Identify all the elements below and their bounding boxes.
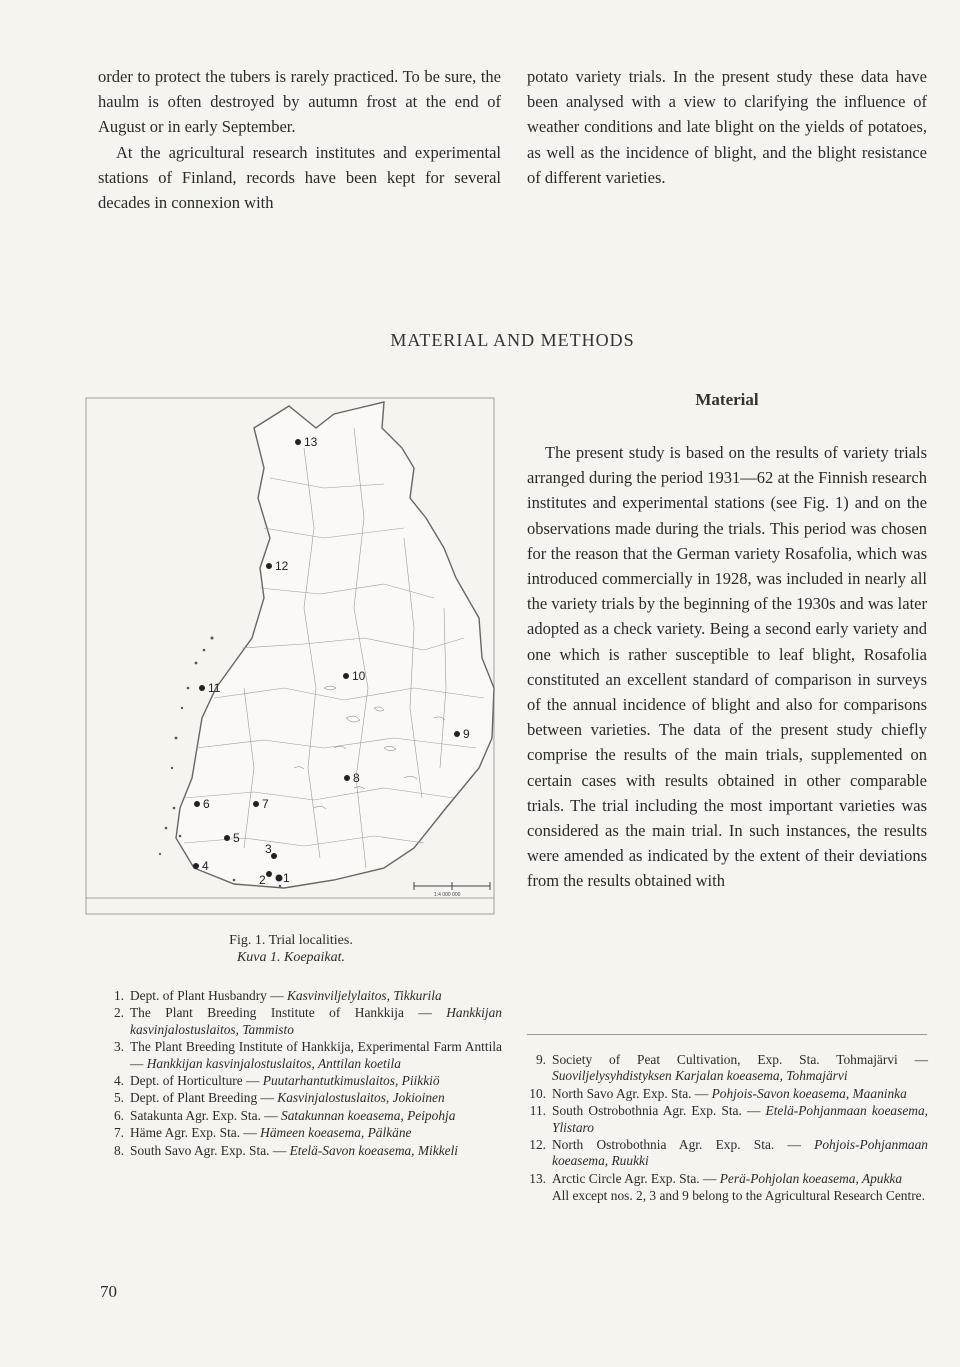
station-marker-5 bbox=[224, 835, 230, 841]
locality-item: 11. South Ostrobothnia Agr. Exp. Sta. — Etelä-Pohjanmaan koeasema, Ylistaro bbox=[529, 1103, 928, 1135]
station-marker-13 bbox=[295, 439, 301, 445]
locality-item: 7. Häme Agr. Exp. Sta. — Hämeen koeasema, Pälkäne bbox=[113, 1125, 412, 1141]
station-marker-11 bbox=[199, 685, 205, 691]
station-label-2: 2 bbox=[259, 873, 266, 887]
station-marker-8 bbox=[344, 775, 350, 781]
locality-item: 1. Dept. of Plant Husbandry — Kasvinviljelylaitos, Tikkurila bbox=[113, 988, 442, 1003]
locality-item: 6. Satakunta Agr. Exp. Sta. — Satakunnan koeasema, Peipohja bbox=[113, 1107, 456, 1123]
locality-item: 13. Arctic Circle Agr. Exp. Sta. — Perä-Pohjolan koeasema, Apukka bbox=[529, 1170, 903, 1186]
station-marker-9 bbox=[454, 731, 460, 737]
station-label-4: 4 bbox=[202, 859, 209, 873]
station-label-10: 10 bbox=[352, 669, 366, 683]
intro-left-column bbox=[98, 64, 501, 215]
station-marker-4 bbox=[193, 863, 199, 869]
locality-footnote: All except nos. 2, 3 and 9 belong to the Agricultural Research Centre. bbox=[552, 1188, 925, 1204]
station-marker-12 bbox=[266, 563, 272, 569]
intro-right-column bbox=[527, 64, 927, 190]
locality-list-right bbox=[522, 1052, 928, 1206]
station-marker-2 bbox=[266, 871, 272, 877]
map-figure bbox=[84, 388, 498, 920]
station-label-12: 12 bbox=[275, 559, 289, 573]
station-label-11: 11 bbox=[208, 681, 221, 695]
station-label-5: 5 bbox=[233, 831, 240, 845]
locality-item: 2. The Plant Breeding Institute of Hankkija — Hankkijan kasvinjalostuslaitos, Tammisto bbox=[113, 1005, 502, 1037]
intro-paragraph-1: order to protect the tubers is rarely practiced. To be sure, the haulm is often destroyed by autumn frost at the end of August or in early September. bbox=[98, 67, 501, 137]
figure-caption-finnish: Kuva 1. Koepaikat. bbox=[236, 950, 346, 965]
figure-caption-english: Fig. 1. Trial localities. bbox=[229, 933, 353, 948]
locality-item: 9. Society of Peat Cultivation, Exp. Sta. Tohmajärvi — Suoviljelysyhdistyksen Karjalan koeasema, Tohmajärvi bbox=[535, 1052, 928, 1084]
station-label-1: 1 bbox=[283, 871, 290, 885]
locality-list-left bbox=[100, 988, 502, 1160]
locality-item: 12. North Ostrobothnia Agr. Exp. Sta. — Pohjois-Pohjanmaan koeasema, Ruukki bbox=[529, 1137, 928, 1169]
finland-outline bbox=[176, 402, 494, 888]
station-marker-3 bbox=[271, 853, 277, 859]
intro-paragraph-3: potato variety trials. In the present study these data have been analysed with a view to clarifying the influence of weather conditions and late blight on the yields of potatoes, as well as the incidence of blight, and the blight resistance of different varieties. bbox=[527, 67, 927, 187]
station-label-9: 9 bbox=[463, 727, 470, 741]
page-number: 70 bbox=[100, 1282, 117, 1301]
footnote-rule bbox=[527, 1034, 927, 1035]
station-label-13: 13 bbox=[304, 435, 318, 449]
station-label-7: 7 bbox=[262, 797, 269, 811]
map-scale-label: 1:4 000 000 bbox=[434, 892, 461, 898]
station-marker-1 bbox=[276, 875, 283, 882]
station-label-8: 8 bbox=[353, 771, 360, 785]
locality-item: 4. Dept. of Horticulture — Puutarhantutkimuslaitos, Piikkiö bbox=[113, 1073, 440, 1089]
locality-item: 10. North Savo Agr. Exp. Sta. — Pohjois-Savon koeasema, Maaninka bbox=[529, 1085, 907, 1101]
material-paragraph: The present study is based on the results of variety trials arranged during the period 1931—62 at the Finnish research institutes and experimental stations (see Fig. 1) and on the observations made during the trials. This period was chosen for the reason that the German variety Rosafolia, which was introduced commercially in 1928, was included in nearly all the variety trials by the beginning of the 1930s and was later adopted as a check variety. Being a second early variety and one which is rather susceptible to leaf blight, Rosafolia constituted an excellent standard of comparison in surveys of the annual incidence of blight and also for comparisons between varieties. The data of the present study chiefly comprise the results of the main trials, supplemented on certain cases with results obtained in other comparable trials. The trial including the most important varieties was considered as the main trial. In such instances, the results were amended as indicated by the extent of their deviations from the results obtained with bbox=[527, 443, 927, 891]
intro-paragraph-2: At the agricultural research institutes and experimental stations of Finland, records have been kept for several decades in connexion with bbox=[98, 142, 501, 213]
material-column bbox=[527, 440, 927, 894]
finland-map bbox=[84, 388, 498, 920]
station-marker-6 bbox=[194, 801, 200, 807]
locality-item: 3. The Plant Breeding Institute of Hankkija, Experimental Farm Anttila — Hankkijan kasvinjalostuslaitos, Anttilan koetila bbox=[113, 1039, 502, 1071]
station-marker-7 bbox=[253, 801, 259, 807]
section-heading: MATERIAL AND METHODS bbox=[390, 330, 635, 350]
station-label-6: 6 bbox=[203, 797, 210, 811]
station-marker-10 bbox=[343, 673, 349, 679]
station-label-3: 3 bbox=[265, 842, 272, 856]
map-scale-bar bbox=[414, 882, 490, 898]
locality-item: 5. Dept. of Plant Breeding — Kasvinjalostuslaitos, Jokioinen bbox=[113, 1090, 445, 1106]
locality-item: 8. South Savo Agr. Exp. Sta. — Etelä-Savon koeasema, Mikkeli bbox=[113, 1142, 459, 1158]
figure-caption bbox=[84, 932, 498, 966]
subheading: Material bbox=[695, 390, 759, 409]
